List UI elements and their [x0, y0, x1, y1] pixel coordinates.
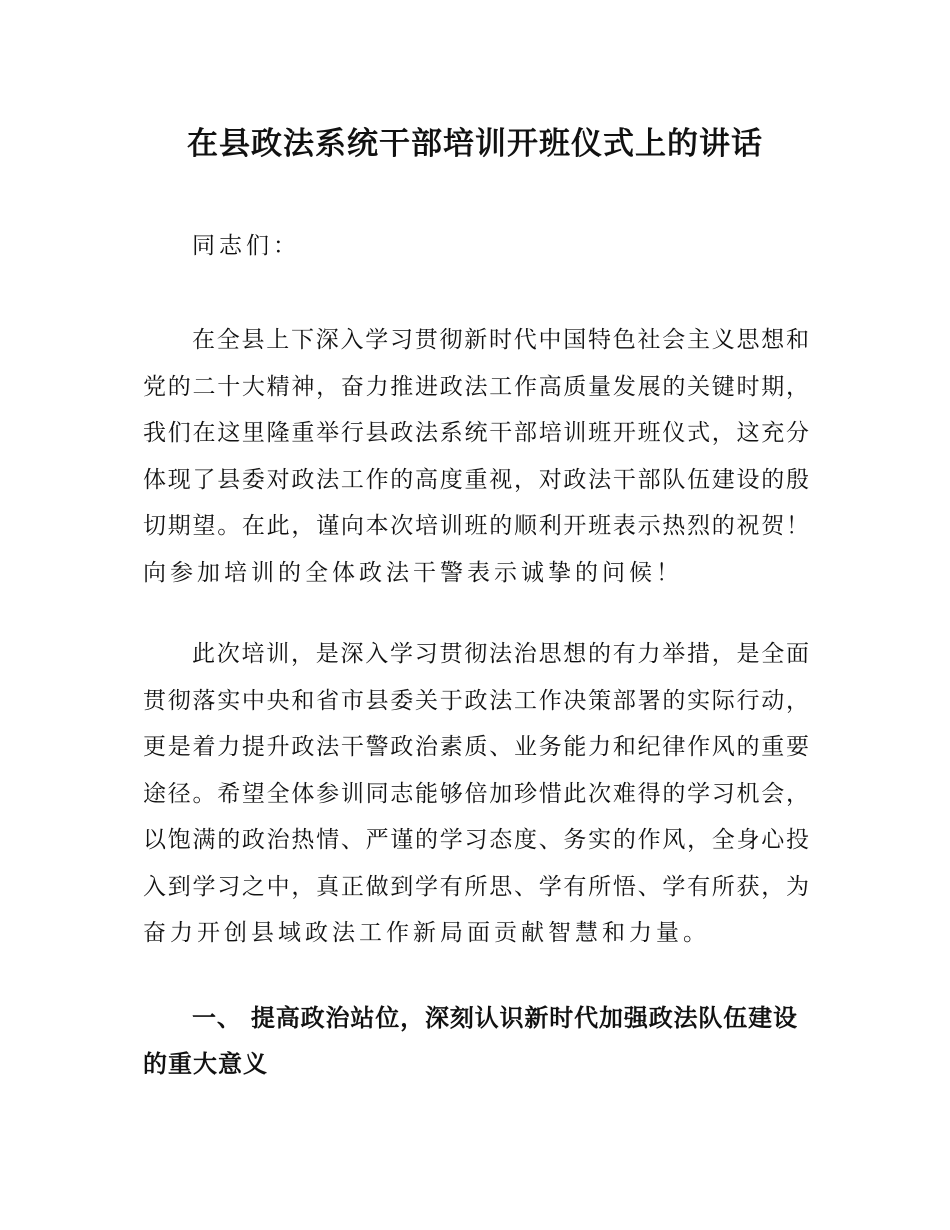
paragraph-line: 途径。希望全体参训同志能够倍加珍惜此次难得的学习机会， — [143, 781, 809, 807]
section-heading-line: 的重大意义 — [143, 1050, 268, 1078]
greeting: 同志们： — [192, 233, 300, 259]
paragraph-line: 奋力开创县域政法工作新局面贡献智慧和力量。 — [143, 920, 710, 946]
paragraph-line: 以饱满的政治热情、严谨的学习态度、务实的作风，全身心投 — [143, 827, 809, 853]
paragraph-line: 在全县上下深入学习贯彻新时代中国特色社会主义思想和 — [192, 327, 809, 353]
section-heading-line: 一、 提高政治站位，深刻认识新时代加强政法队伍建设 — [192, 1004, 797, 1032]
paragraph-line: 更是着力提升政法干警政治素质、业务能力和纪律作风的重要 — [143, 734, 809, 760]
paragraph-line: 体现了县委对政法工作的高度重视，对政法干部队伍建设的殷 — [143, 467, 809, 493]
document-title: 在县政法系统干部培训开班仪式上的讲话 — [187, 126, 763, 162]
paragraph-line: 贯彻落实中央和省市县委关于政法工作决策部署的实际行动， — [143, 688, 809, 714]
paragraph-line: 党的二十大精神，奋力推进政法工作高质量发展的关键时期， — [143, 374, 809, 400]
paragraph-line: 切期望。在此，谨向本次培训班的顺利开班表示热烈的祝贺！ — [143, 513, 809, 539]
paragraph-line: 我们在这里隆重举行县政法系统干部培训班开班仪式，这充分 — [143, 420, 809, 446]
paragraph-line: 向参加培训的全体政法干警表示诚挚的问候！ — [143, 560, 683, 586]
paragraph-line: 入到学习之中，真正做到学有所思、学有所悟、学有所获，为 — [143, 874, 809, 900]
paragraph-line: 此次培训，是深入学习贯彻法治思想的有力举措，是全面 — [192, 641, 809, 667]
